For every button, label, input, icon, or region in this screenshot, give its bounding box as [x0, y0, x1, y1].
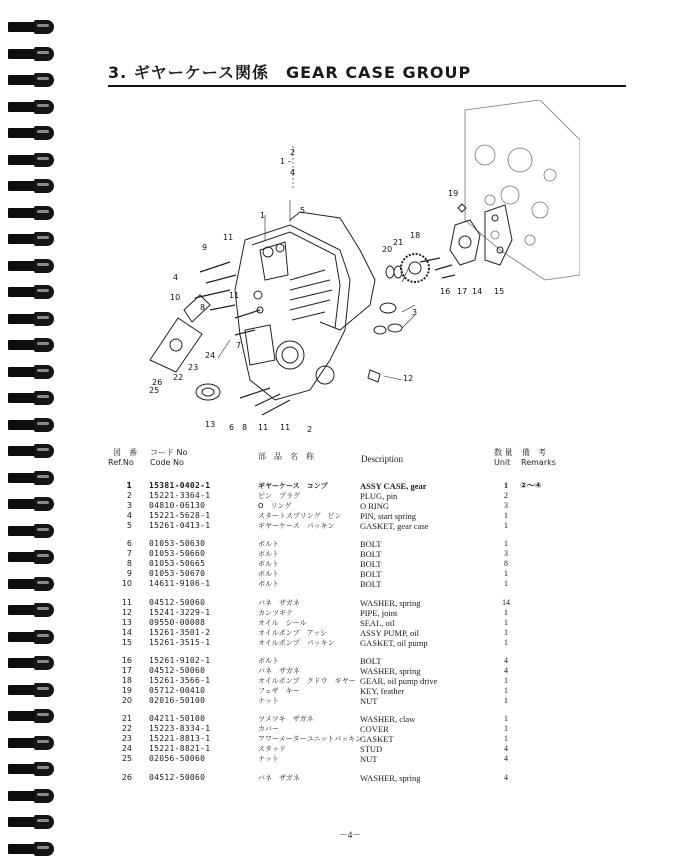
ref-no: 6 [126, 539, 132, 548]
ref-no: 22 [121, 724, 132, 733]
unit-qty: 4 [504, 666, 508, 675]
ref-no: 13 [121, 618, 132, 627]
code-no: 15261-3501-2 [149, 628, 211, 637]
parts-row [0, 734, 700, 744]
callout-16: 16 [440, 287, 451, 296]
callout-2: 2 [290, 148, 296, 157]
unit-qty: 1 [504, 686, 508, 695]
oil-pump-drive-gear [401, 254, 429, 282]
description: BOLT [360, 579, 382, 589]
callout-11b: 11 [229, 291, 240, 300]
code-no: 05712-00410 [149, 686, 206, 695]
ref-no: 2 [126, 491, 132, 500]
binding-ring [8, 367, 54, 377]
description: BOLT [360, 569, 382, 579]
unit-qty: 1 [504, 608, 508, 617]
unit-qty: 1 [504, 539, 508, 548]
ref-no: 17 [121, 666, 132, 675]
code-no: 04512-50060 [149, 598, 206, 607]
parts-row [0, 511, 700, 521]
unit-qty: 1 [504, 569, 508, 578]
callout-9: 9 [202, 243, 208, 252]
binding-ring [8, 128, 54, 138]
ref-no: 9 [126, 569, 132, 578]
callout-22: 22 [173, 373, 184, 382]
name-jp: ボルト [258, 657, 279, 665]
callout-3: 3 [412, 308, 418, 317]
callout-8b: 8 [242, 423, 248, 432]
code-no: 15261-0413-1 [149, 521, 211, 530]
parts-row [0, 608, 700, 618]
callout-23: 23 [188, 363, 199, 372]
description: WASHER, spring [360, 773, 421, 783]
callout-19: 19 [448, 189, 459, 198]
code-no: 02056-50060 [149, 754, 206, 763]
description: GASKET, oil pump [360, 638, 428, 648]
description: GEAR, oil pump drive [360, 676, 438, 686]
parts-row [0, 724, 700, 734]
callout-20: 20 [382, 245, 393, 254]
code-no: 15261-3515-1 [149, 638, 211, 647]
callout-4: 4 [173, 273, 179, 282]
binding-ring [8, 102, 54, 112]
ref-no: 7 [126, 549, 132, 558]
ref-no: 4 [126, 511, 132, 520]
callout-13: 13 [205, 420, 216, 429]
col-unit-jp: 数 量 [494, 448, 513, 457]
description: BOLT [360, 539, 382, 549]
binding-ring [8, 22, 54, 32]
callout-11c: 11 [258, 423, 269, 432]
name-jp: ギヤーケース コンプ [258, 482, 328, 490]
section-title: 3. ギヤーケース関係 GEAR CASE GROUP [108, 63, 472, 82]
parts-row [0, 676, 700, 686]
ref-no: 12 [121, 608, 132, 617]
name-jp: ボルト [258, 550, 279, 558]
ref-no: 14 [121, 628, 132, 637]
description: PIPE, joint [360, 608, 398, 618]
name-jp: バネ ザガネ [258, 774, 300, 782]
engine-block-outline [465, 100, 580, 280]
col-unit-en: Unit [494, 458, 511, 467]
exploded-parts-diagram [140, 100, 580, 440]
description: WASHER, spring [360, 598, 421, 608]
parts-row [0, 628, 700, 638]
name-jp: ギヤーケース パッキン [258, 522, 335, 530]
binding-ring [8, 446, 54, 456]
name-jp: フェザ キー [258, 687, 300, 695]
callout-6: 6 [229, 423, 235, 432]
name-jp: オイルポンプ アッシ [258, 629, 328, 637]
col-code-en: Code No [150, 458, 184, 467]
name-jp: ボルト [258, 540, 279, 548]
description: BOLT [360, 549, 382, 559]
description: BOLT [360, 559, 382, 569]
col-name-jp: 部 品 名 称 [258, 452, 314, 461]
binding-ring [8, 314, 54, 324]
code-no: 15221-8813-1 [149, 734, 211, 743]
binding-ring [8, 208, 54, 218]
ref-no: 3 [126, 501, 132, 510]
callout-12: 12 [403, 374, 414, 383]
ref-no: 10 [121, 579, 132, 588]
code-no: 02016-50100 [149, 696, 206, 705]
gear-case-gasket [290, 212, 375, 330]
ref-no: 5 [126, 521, 132, 530]
callout-21: 21 [393, 238, 404, 247]
parts-row [0, 638, 700, 648]
col-ref-en: Ref.No [108, 458, 134, 467]
name-jp: O リング [258, 502, 292, 510]
unit-qty: 3 [504, 501, 508, 510]
code-no: 04512-50060 [149, 773, 206, 782]
unit-qty: 1 [504, 511, 508, 520]
callout-7: 7 [236, 341, 242, 350]
parts-row [0, 491, 700, 501]
description: PLUG, pin [360, 491, 398, 501]
parts-row [0, 559, 700, 569]
code-no: 15381-0402-1 [149, 481, 211, 490]
callout-bracket: 1 – [280, 157, 292, 166]
description: KEY, feather [360, 686, 405, 696]
name-jp: オイルポンプ パッキン [258, 639, 335, 647]
parts-row [0, 569, 700, 579]
parts-row [0, 521, 700, 531]
name-jp: ツメツキ ザガネ [258, 715, 314, 723]
name-jp: ボルト [258, 580, 279, 588]
unit-qty: 1 [504, 481, 508, 490]
code-no: 01053-50630 [149, 539, 206, 548]
ref-no: 23 [121, 734, 132, 743]
parts-row [0, 549, 700, 559]
unit-qty: 1 [504, 579, 508, 588]
parts-row [0, 773, 700, 783]
description: STUD [360, 744, 383, 754]
description: SEAL, oil [360, 618, 395, 628]
name-jp: スタートスプリング ピン [258, 512, 342, 520]
binding-ring [8, 791, 54, 801]
binding-ring [8, 287, 54, 297]
ref-no: 18 [121, 676, 132, 685]
parts-row [0, 666, 700, 676]
code-no: 01053-50670 [149, 569, 206, 578]
code-no: 15221-3364-1 [149, 491, 211, 500]
unit-qty: 1 [504, 618, 508, 627]
name-jp: オイルポンプ クドウ ギヤー [258, 677, 356, 685]
unit-qty: 1 [504, 521, 508, 530]
binding-ring [8, 261, 54, 271]
col-code-jp: コード No [150, 448, 188, 457]
binding-ring [8, 75, 54, 85]
ref-no: 20 [121, 696, 132, 705]
unit-qty: 2 [504, 491, 508, 500]
callout-15: 15 [494, 287, 505, 296]
unit-qty: 1 [504, 714, 508, 723]
unit-qty: 1 [504, 696, 508, 705]
parts-row [0, 618, 700, 628]
oil-pump-gasket [485, 205, 512, 265]
parts-row [0, 656, 700, 666]
name-jp: バネ ザガネ [258, 667, 300, 675]
unit-qty: 4 [504, 744, 508, 753]
binding-ring [8, 817, 54, 827]
parts-row [0, 579, 700, 589]
name-jp: ナット [258, 755, 279, 763]
col-remarks-jp: 備 考 [522, 448, 546, 457]
name-jp: ボルト [258, 560, 279, 568]
title-underline [108, 85, 626, 87]
callout-11d: 11 [280, 423, 291, 432]
unit-qty: 4 [504, 773, 508, 782]
code-no: 04810-06130 [149, 501, 206, 510]
callout-10: 10 [170, 293, 181, 302]
parts-row [0, 696, 700, 706]
parts-row [0, 501, 700, 511]
name-jp: ナット [258, 697, 279, 705]
ref-no: 19 [121, 686, 132, 695]
ref-no: 8 [126, 559, 132, 568]
parts-row [0, 714, 700, 724]
callout-25: 25 [149, 386, 160, 395]
description: PIN, start spring [360, 511, 416, 521]
name-jp: カンツギテ [258, 609, 293, 617]
description: GASKET, gear case [360, 521, 429, 531]
unit-qty: 1 [504, 724, 508, 733]
unit-qty: 3 [504, 549, 508, 558]
code-no: 01053-50665 [149, 559, 206, 568]
binding-ring [8, 420, 54, 430]
name-jp: スタッド [258, 745, 286, 753]
unit-qty: 1 [504, 734, 508, 743]
name-jp: カバー [258, 725, 279, 733]
ref-no: 1 [126, 481, 132, 490]
code-no: 01053-50660 [149, 549, 206, 558]
unit-qty: 1 [504, 638, 508, 647]
col-remarks-en: Remarks [521, 458, 556, 467]
ref-no: 16 [121, 656, 132, 665]
col-description: Description [361, 454, 403, 464]
callout-1: 1 [260, 211, 266, 220]
description: O RING [360, 501, 390, 511]
parts-row [0, 754, 700, 764]
unit-qty: 4 [504, 656, 508, 665]
code-no: 15241-3229-1 [149, 608, 211, 617]
code-no: 15221-8821-1 [149, 744, 211, 753]
code-no: 15261-3566-1 [149, 676, 211, 685]
binding-ring [8, 844, 54, 854]
callout-14: 14 [472, 287, 483, 296]
callout-8a: 8 [200, 303, 206, 312]
unit-qty: 1 [504, 628, 508, 637]
callout-11a: 11 [223, 233, 234, 242]
parts-row [0, 539, 700, 549]
code-no: 15223-8334-1 [149, 724, 211, 733]
unit-qty: 1 [504, 676, 508, 685]
callout-2-lower: 2 [307, 425, 313, 434]
name-jp: ピン プラグ [258, 492, 300, 500]
parts-row [0, 481, 700, 491]
code-no: 04512-50060 [149, 666, 206, 675]
col-ref-jp: 図 番 [113, 448, 137, 457]
parts-row [0, 686, 700, 696]
binding-ring [8, 181, 54, 191]
code-no: 15221-5628-1 [149, 511, 211, 520]
name-jp: アワーメーターユニットパッキン [258, 735, 363, 743]
ref-no: 25 [121, 754, 132, 763]
binding-ring [8, 340, 54, 350]
oil-pump-assy [450, 220, 480, 265]
description: ASSY CASE, gear [360, 481, 427, 491]
unit-qty: 4 [504, 754, 508, 763]
code-no: 15261-9102-1 [149, 656, 211, 665]
binding-ring [8, 155, 54, 165]
unit-qty: 14 [502, 598, 510, 607]
ref-no: 11 [121, 598, 132, 607]
description: GASKET [360, 734, 394, 744]
description: ASSY PUMP, oil [360, 628, 419, 638]
ref-no: 21 [121, 714, 132, 723]
code-no: 04211-50100 [149, 714, 206, 723]
name-jp: ボルト [258, 570, 279, 578]
description: BOLT [360, 656, 382, 666]
callout-5: 5 [300, 206, 306, 215]
ref-no: 15 [121, 638, 132, 647]
parts-row [0, 598, 700, 608]
code-no: 14611-9106-1 [149, 579, 211, 588]
callout-18: 18 [410, 231, 421, 240]
unit-qty: 8 [504, 559, 508, 568]
description: WASHER, claw [360, 714, 416, 724]
remarks: ②～④ [520, 481, 542, 490]
callout-26: 26 [152, 378, 163, 387]
description: NUT [360, 754, 378, 764]
binding-ring [8, 49, 54, 59]
binding-ring [8, 393, 54, 403]
parts-row [0, 744, 700, 754]
binding-ring [8, 234, 54, 244]
callout-24: 24 [205, 351, 216, 360]
ref-no: 24 [121, 744, 132, 753]
callout-17: 17 [457, 287, 468, 296]
callout-4-upper: 4 [290, 168, 296, 177]
page-number: －4－ [338, 830, 362, 840]
description: COVER [360, 724, 389, 734]
name-jp: バネ ザガネ [258, 599, 300, 607]
code-no: 09550-00008 [149, 618, 206, 627]
ref-no: 26 [121, 773, 132, 782]
name-jp: オイル シール [258, 619, 307, 627]
description: WASHER, spring [360, 666, 421, 676]
description: NUT [360, 696, 378, 706]
